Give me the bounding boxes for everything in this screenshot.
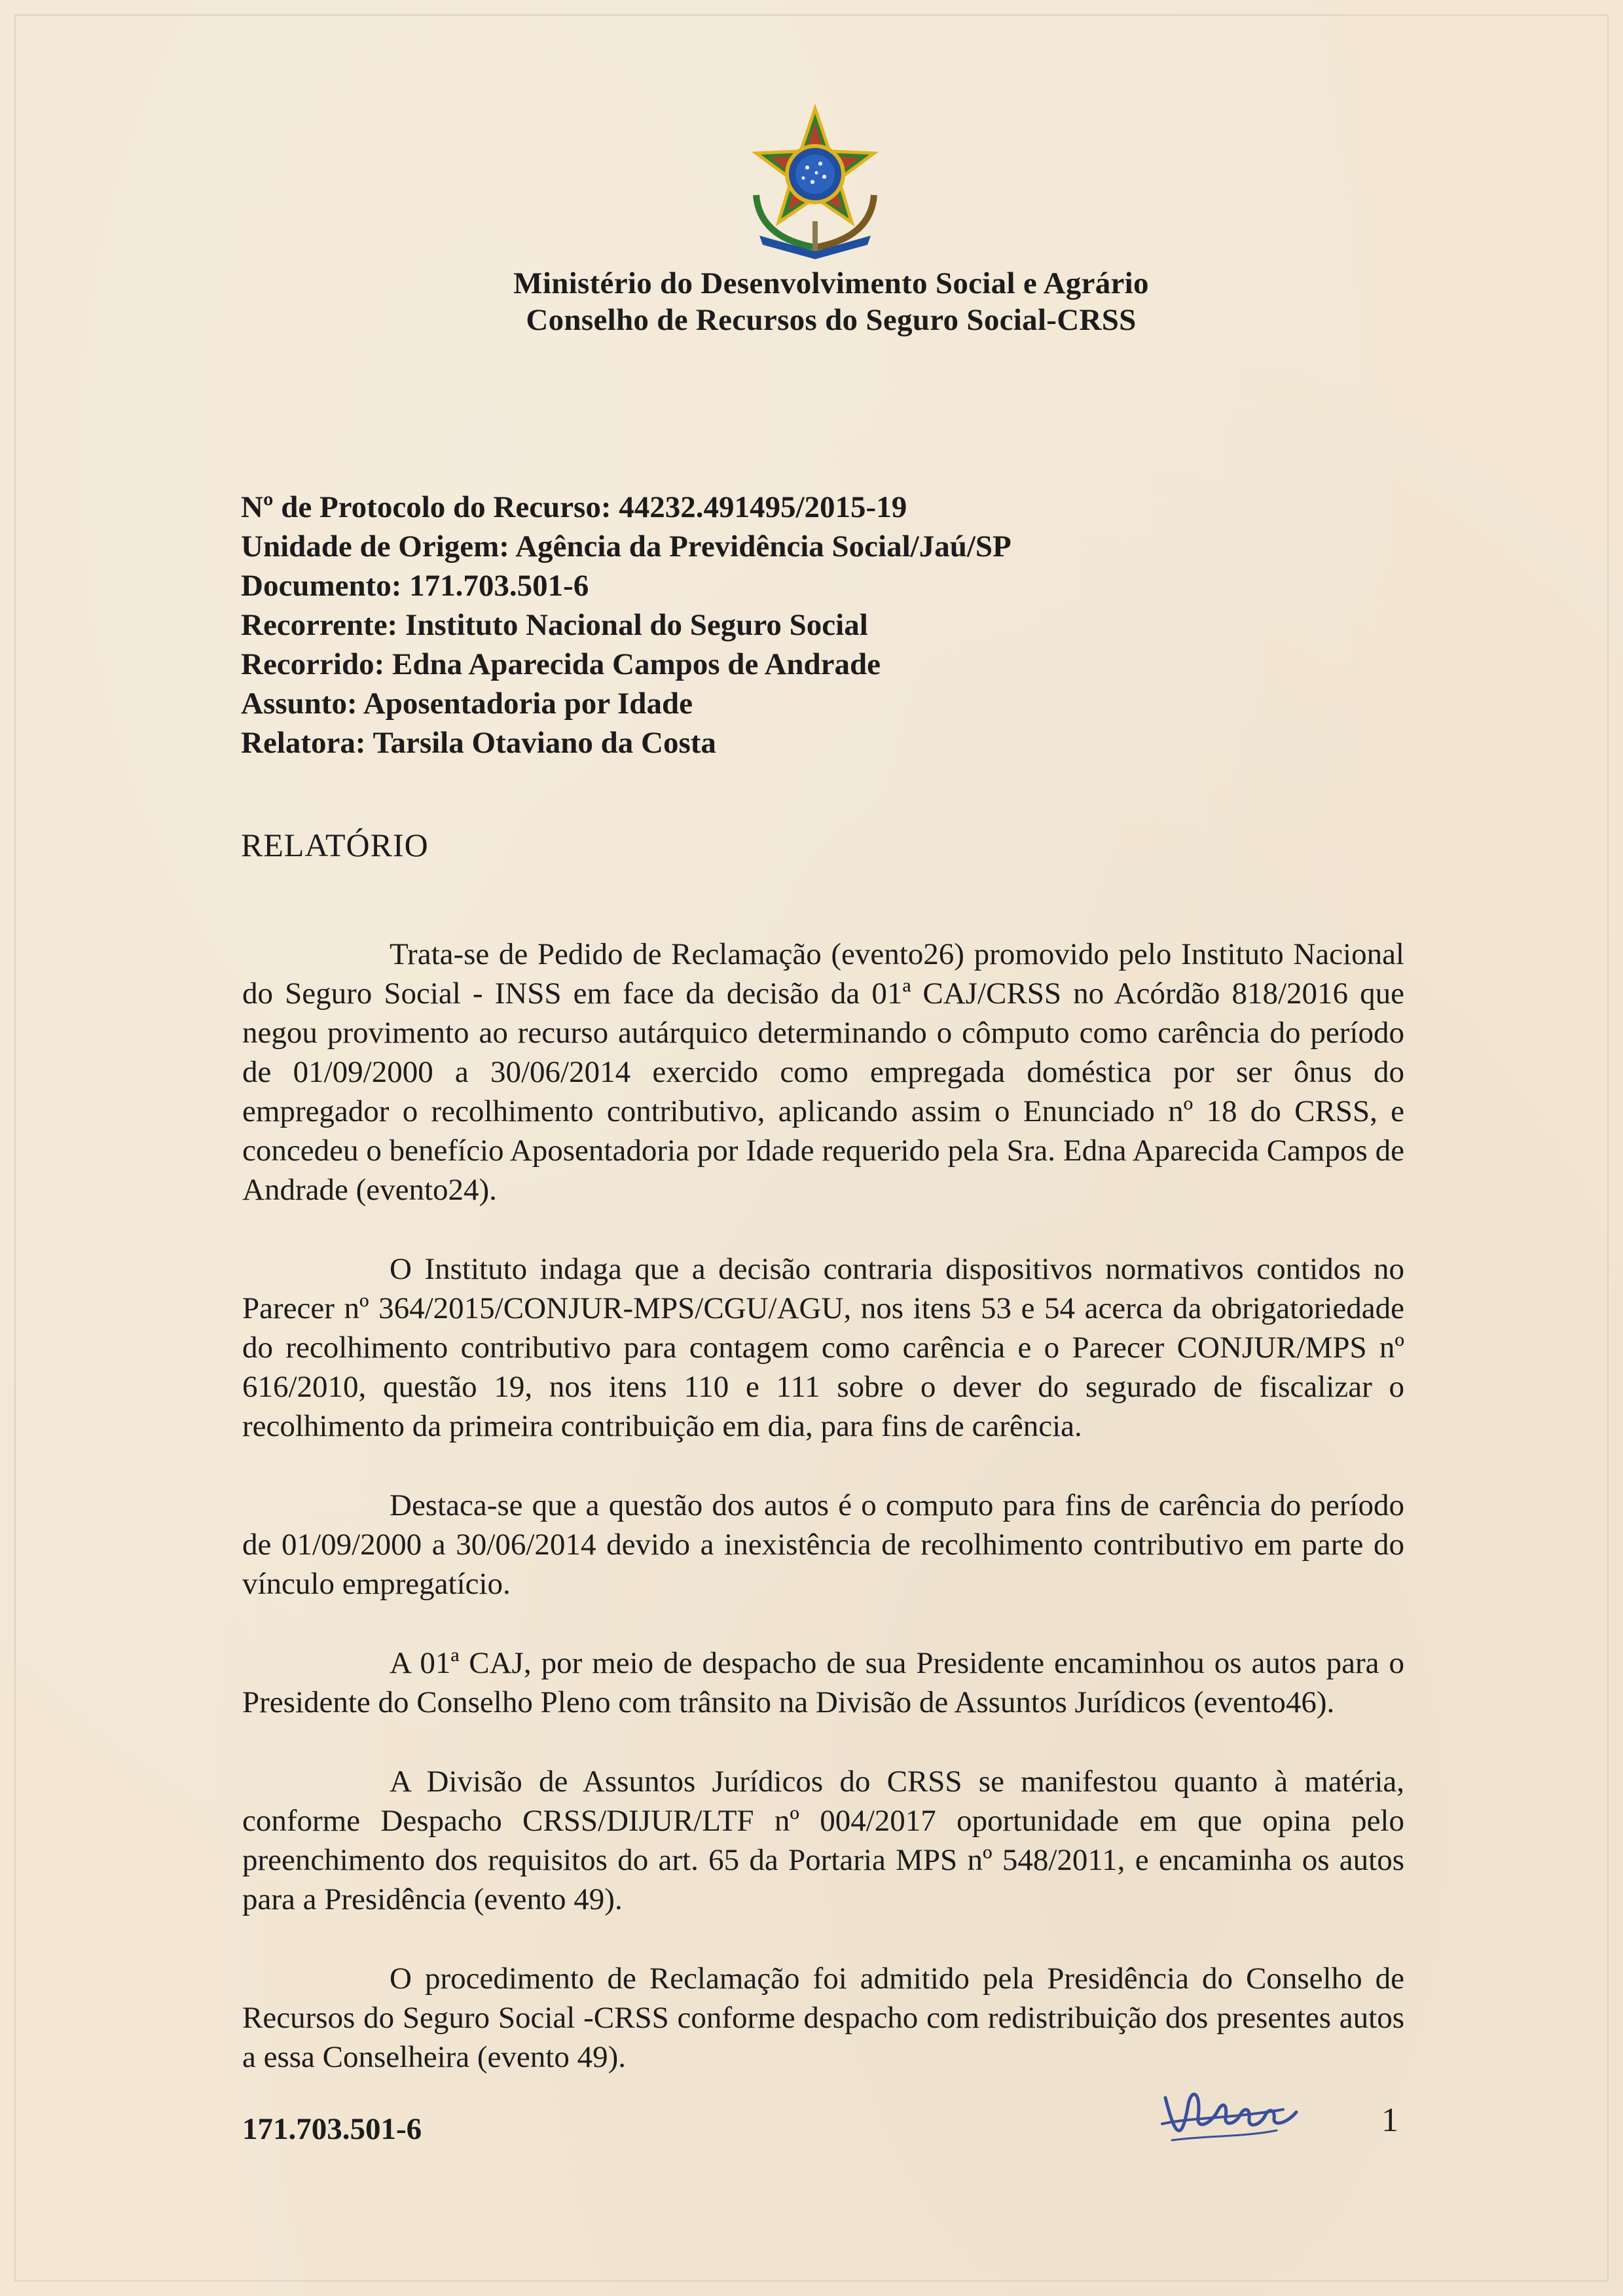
case-metadata [241,488,1419,762]
rapporteur-value: Tarsila Otaviano da Costa [373,726,716,760]
origin-row [241,527,1419,566]
appellant-row [241,605,1419,645]
subject-row [241,684,1419,723]
appellant-value: Instituto Nacional do Seguro Social [405,608,868,642]
report-body [242,935,1404,2117]
paragraph: A Divisão de Assuntos Jurídicos do CRSS se manifestou quanto à matéria, conforme Despacho CRSS/DIJUR/LTF nº 004/2017 oportunidade em que opina pelo preenchimento dos requisitos do art. 65 da Portaria MPS nº 548/2011, e encaminha os autos para a Presidência (evento 49). [242,1765,1404,1916]
paragraph: A 01ª CAJ, por meio de despacho de sua Presidente encaminhou os autos para o Presidente do Conselho Pleno com trânsito na Divisão de Assuntos Jurídicos (evento46). [242,1646,1404,1719]
brazil-coat-of-arms-icon [733,97,897,260]
rapporteur-row [241,723,1419,762]
protocol-value: 44232.491495/2015-19 [619,490,907,524]
subject-label: Assunto: [241,687,357,721]
ministry-name: Ministério do Desenvolvimento Social e Agrário [513,266,1149,300]
document-label: Documento: [241,569,402,603]
respondent-label: Recorrido: [241,647,385,681]
document-header [0,265,1623,338]
subject-value: Aposentadoria por Idade [363,687,693,721]
footer-document-number: 171.703.501-6 [242,2112,422,2146]
respondent-value: Edna Aparecida Campos de Andrade [392,647,881,681]
protocol-label: Nº de Protocolo do Recurso: [241,490,611,524]
handwritten-signature [1152,2078,1316,2150]
rapporteur-label: Relatora: [241,726,366,760]
document-value: 171.703.501-6 [409,569,589,603]
protocol-row [241,488,1419,527]
respondent-row [241,645,1419,684]
paragraph: O procedimento de Reclamação foi admitido pela Presidência do Conselho de Recursos do Seguro Social -CRSS conforme despacho com redistribuição dos presentes autos a essa Conselheira (evento 49). [242,1962,1404,2074]
section-title: RELATÓRIO [241,827,429,863]
origin-label: Unidade de Origem: [241,529,509,564]
page-number: 1 [1381,2102,1398,2139]
appellant-label: Recorrente: [241,608,398,642]
paragraph: Destaca-se que a questão dos autos é o computo para fins de carência do período de 01/09/2000 a 30/06/2014 devido a inexistência de recolhimento contributivo em parte do vínculo empregatício. [242,1488,1404,1601]
paragraph: O Instituto indaga que a decisão contraria dispositivos normativos contidos no Parecer nº 364/2015/CONJUR-MPS/CGU/AGU, nos itens 53 e 54 acerca da obrigatoriedade do recolhimento contributivo para contagem como carência e o Parecer CONJUR/MPS nº 616/2010, questão 19, nos itens 110 e 111 sobre o dever do segurado de fiscalizar o recolhimento da primeira contribuição em dia, para fins de carência. [242,1252,1404,1443]
origin-value: Agência da Previdência Social/Jaú/SP [515,529,1012,564]
council-name: Conselho de Recursos do Seguro Social-CRSS [526,303,1137,337]
paragraph: Trata-se de Pedido de Reclamação (evento26) promovido pelo Instituto Nacional do Seguro Social - INSS em face da decisão da 01ª CAJ/CRSS no Acórdão 818/2016 que negou provimento ao recurso autárquico determinando o cômputo como carência do período de 01/09/2000 a 30/06/2014 exercido como empregada doméstica por ser ônus do empregador o recolhimento contributivo, aplicando assim o Enunciado nº 18 do CRSS, e concedeu o benefício Aposentadoria por Idade requerido pela Sra. Edna Aparecida Campos de Andrade (evento24). [242,937,1404,1207]
document-row [241,566,1419,605]
